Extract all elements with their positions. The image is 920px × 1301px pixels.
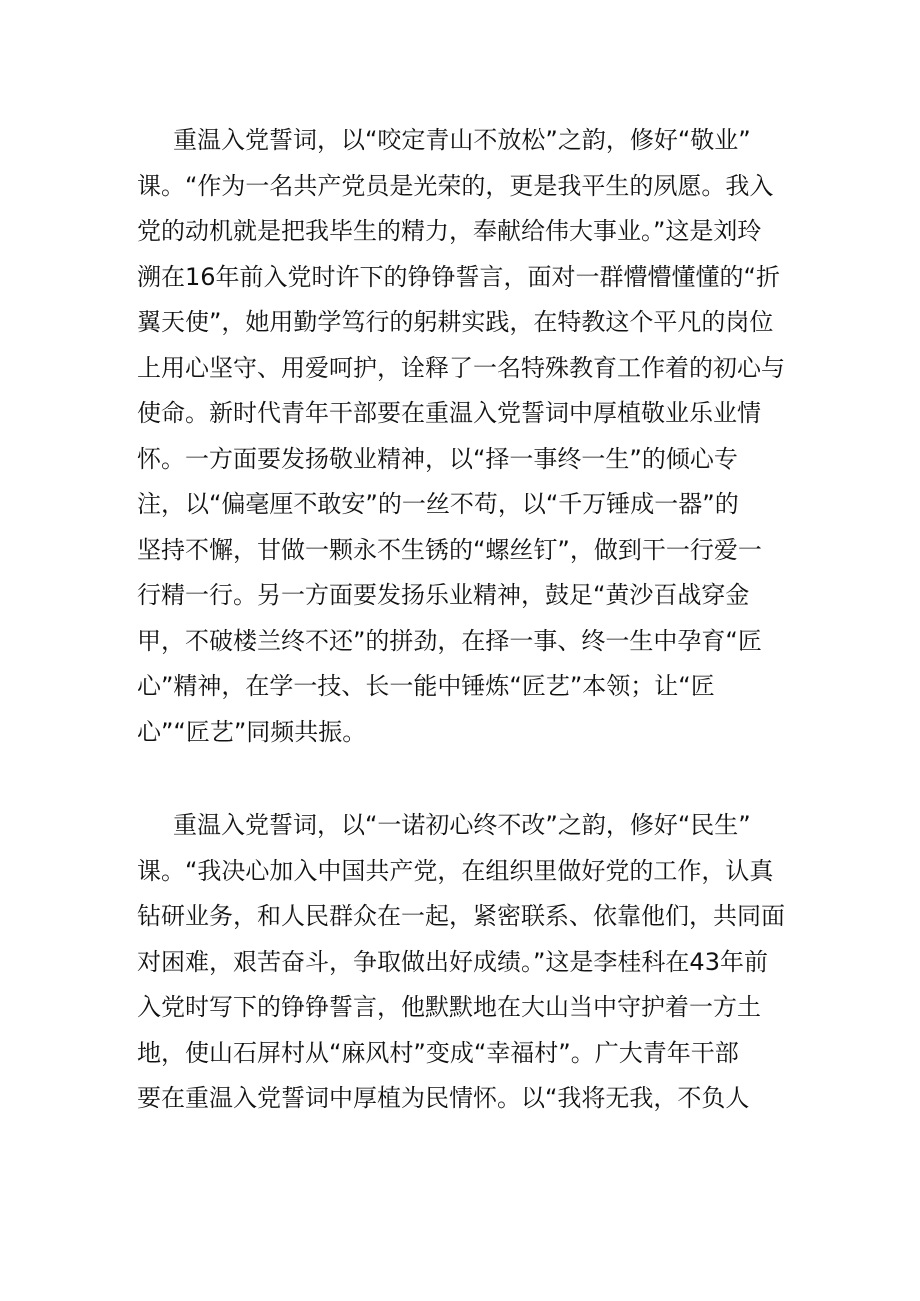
text-line: 上用心坚守、用爱呵护，诠释了一名特殊教育工作着的初心与 [137, 353, 785, 382]
text-line: 翼天使”，她用勤学笃行的躬耕实践，在特教这个平凡的岗位 [137, 308, 774, 336]
text-line: 怀。一方面要发扬敬业精神，以“择一事终一生”的倾心专 [137, 444, 738, 473]
text-line: 重温入党誓词，以“咬定青山不放松”之韵，修好“敬业” [173, 126, 751, 154]
text-line: 行精一行。另一方面要发扬乐业精神，鼓足“黄沙百战穿金 [137, 581, 750, 609]
text-line: 甲，不破楼兰终不还”的拼劲，在择一事、终一生中孕育“匠 [137, 626, 762, 655]
text-line: 党的动机就是把我毕生的精力，奉献给伟大事业。”这是刘玲 [137, 217, 762, 245]
text-line: 对困难，艰苦奋斗，争取做出好成绩。”这是李桂科在43年前 [137, 947, 768, 976]
text-line: 入党时写下的铮铮誓言，他默默地在大山当中守护着一方土 [137, 993, 761, 1021]
text-line: 课。“作为一名共产党员是光荣的，更是我平生的夙愿。我入 [137, 171, 774, 200]
text-line: 钻研业务，和人民群众在一起，紧密联系、依靠他们，共同面 [137, 902, 785, 930]
text-line: 使命。新时代青年干部要在重温入党誓词中厚植敬业乐业情 [137, 399, 761, 427]
text-line: 课。“我决心加入中国共产党，在组织里做好党的工作，认真 [137, 856, 774, 885]
text-line: 溯在16年前入党时许下的铮铮誓言，面对一群懵懵懂懂的“折 [137, 262, 780, 291]
paragraph-gap [137, 755, 777, 803]
text-line: 重温入党誓词，以“一诺初心终不改”之韵，修好“民生” [173, 811, 751, 839]
paragraph-dedication [137, 118, 785, 755]
text-line: 坚持不懈，甘做一颗永不生锈的“螺丝钉”，做到干一行爱一 [137, 535, 762, 564]
text-line: 心”“匠艺”同频共振。 [137, 717, 367, 746]
text-line: 要在重温入党誓词中厚植为民情怀。以“我将无我，不负人 [137, 1084, 750, 1112]
text-line: 地，使山石屏村从“麻风村”变成“幸福村”。广大青年干部 [137, 1038, 739, 1067]
text-line: 注，以“偏毫厘不敢安”的一丝不苟，以“千万锤成一器”的 [137, 490, 739, 518]
document-body [137, 118, 785, 1122]
text-line: 心”精神，在学一技、长一能中锤炼“匠艺”本领；让“匠 [137, 672, 715, 700]
paragraph-livelihood [137, 803, 785, 1122]
